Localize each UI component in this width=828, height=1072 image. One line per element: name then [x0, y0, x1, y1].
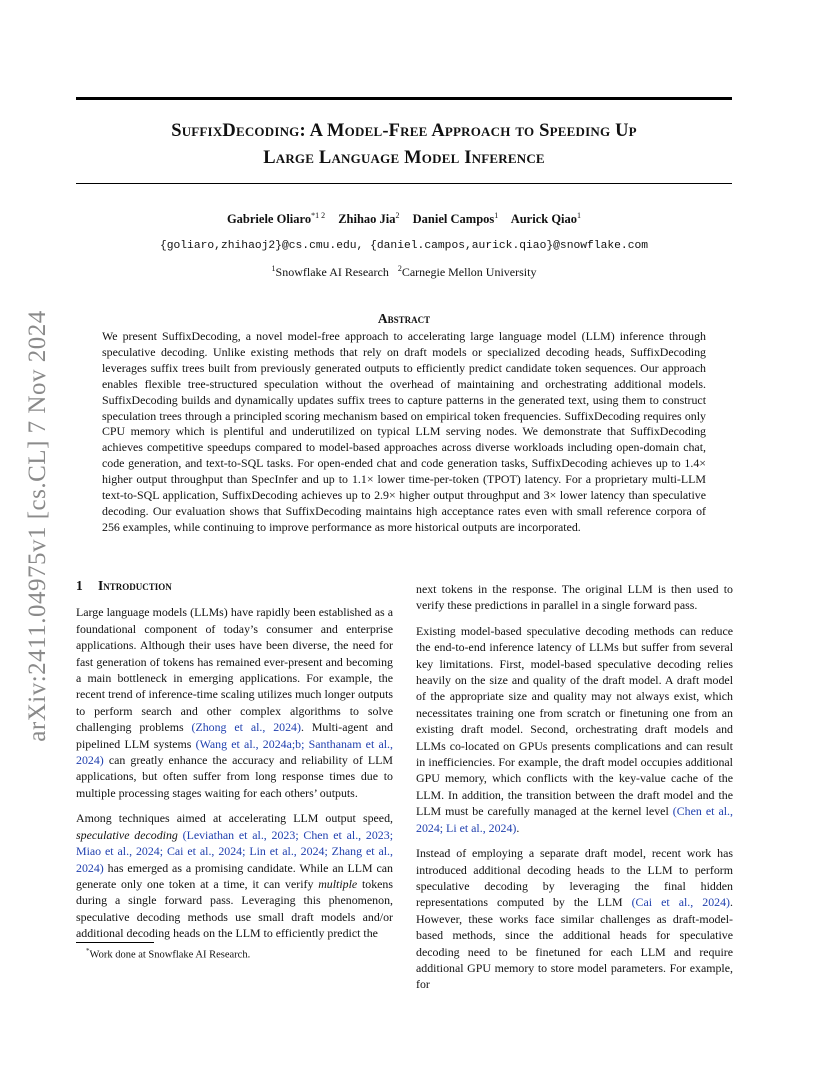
author-name: Gabriele Oliaro	[226, 212, 312, 227]
author-emails: {goliaro,zhihaoj2}@cs.cmu.edu, {daniel.campos,aurick.qiao}@snowflake.com	[159, 240, 649, 252]
citation-link[interactable]: (Leviathan et al., 2023; Chen et al., 2023; Miao et al., 2024; Cai et al., 2024; Lin et al., 2024; Zhang et al., 2024)	[76, 827, 393, 875]
emphasized-term: speculative decoding	[76, 827, 178, 842]
paragraph-text: has emerged as a promising candidate. While an LLM can generate only one token at a time, it can verify	[76, 860, 393, 891]
intro-paragraph-4	[416, 623, 733, 836]
paragraph-text: . Multi-agent and pipelined LLM systems	[76, 720, 393, 751]
section-number: 1	[76, 578, 83, 593]
title-line-2: Large Language Model Inference	[263, 148, 545, 168]
footnote-rule	[76, 942, 154, 943]
affiliation-mark: 1	[271, 264, 276, 273]
paragraph-text: . However, these works face similar challenges as draft-model-based methods, since the additional heads for speculative decoding need to be finetuned for each LLM and require additional GPU memory to store model parameters. For example, for	[416, 895, 733, 992]
paragraph-text: .	[516, 820, 520, 835]
right-column	[416, 581, 733, 1002]
citation-link[interactable]: (Cai et al., 2024)	[631, 895, 731, 910]
affiliation-mark: 2	[397, 264, 402, 273]
intro-paragraph-3: next tokens in the response. The original LLM is then used to verify these predictions in parallel in a single forward pass.	[416, 582, 733, 613]
title-line-1: SuffixDecoding: A Model-Free Approach to Speeding Up	[171, 121, 637, 141]
paper-title	[76, 118, 732, 172]
footnote-text: Work done at Snowflake AI Research.	[89, 949, 251, 961]
emphasized-term: multiple	[318, 876, 358, 891]
section-heading-introduction	[76, 578, 393, 594]
affiliations	[76, 264, 732, 280]
author-name: Zhihao Jia	[338, 212, 396, 227]
author-name: Aurick Qiao	[510, 212, 578, 227]
abstract-heading: Abstract	[377, 311, 431, 326]
intro-paragraph-2	[76, 810, 393, 941]
citation-link[interactable]: (Wang et al., 2024a;b; Santhanam et al., 2024)	[76, 736, 393, 768]
affiliation-name: Carnegie Mellon University	[401, 265, 537, 279]
intro-paragraph-5	[416, 845, 733, 993]
citation-link[interactable]: (Chen et al., 2024; Li et al., 2024)	[416, 804, 733, 835]
left-column	[76, 578, 393, 951]
footnote-mark: *	[86, 947, 90, 955]
paragraph-text: tokens during a single forward pass. Leveraging this phenomenon, speculative decoding methods use small draft models and/or additional decoding heads on the LLM to efficiently predict the	[76, 876, 393, 941]
affiliation-name: Snowflake AI Research	[275, 265, 389, 279]
author-list	[76, 211, 732, 227]
author-affiliation-mark: 1	[494, 211, 499, 220]
abstract-text: We present SuffixDecoding, a novel model-free approach to accelerating large language model (LLM) inference through speculative decoding. Unlike existing methods that rely on draft models or specialized decoding heads, SuffixDecoding leverages suffix trees built from previously generated outputs to efficiently predict candidate token sequences. Our approach enables flexible tree-structured speculation without the overhead of maintaining and orchestrating additional models. SuffixDecoding builds and dynamically updates suffix trees to capture patterns in the generated text, using them to construct speculation trees through a principled scoring mechanism based on empirical token frequencies. SuffixDecoding requires only CPU memory which is plentiful and underutilized on typical LLM serving nodes. We demonstrate that SuffixDecoding achieves competitive speedups compared to model-based approaches across diverse workloads including open-domain chat, code generation, and text-to-SQL tasks. For open-ended chat and code generation tasks, SuffixDecoding achieves up to 1.4× higher output throughput than SpecInfer and up to 1.1× lower time-per-token (TPOT) latency. For a proprietary multi-LLM text-to-SQL application, SuffixDecoding achieves up to 2.9× higher output throughput and 3× lower latency than speculative decoding. Our evaluation shows that SuffixDecoding maintains high acceptance rates even with small reference corpora of 256 examples, while continuing to improve performance as more historical outputs are incorporated.	[102, 329, 706, 534]
intro-paragraph-1	[76, 604, 393, 801]
author-affiliation-mark: 1	[577, 211, 582, 220]
paragraph-text: can greatly enhance the accuracy and reliability of LLM applications, but often suffer from long response times due to multiple processing stages waiting for each others’ outputs.	[76, 753, 393, 800]
author-affiliation-mark: 2	[395, 211, 400, 220]
footnote	[86, 947, 250, 961]
author-affiliation-mark: *1 2	[311, 211, 326, 220]
title-top-rule	[76, 97, 732, 100]
section-title: Introduction	[98, 578, 172, 593]
title-bottom-rule	[76, 183, 732, 184]
paragraph-text: Instead of employing a separate draft model, recent work has introduced additional decoding heads to the LLM to perform speculative decoding by leveraging the final hidden representations computed by the LLM	[416, 846, 733, 910]
citation-link[interactable]: (Zhong et al., 2024)	[191, 720, 301, 735]
paragraph-text: Among techniques aimed at accelerating LLM output speed,	[76, 811, 393, 826]
author-name: Daniel Campos	[412, 212, 495, 227]
arxiv-identifier-text: arXiv:2411.04975v1 [cs.CL] 7 Nov 2024	[24, 310, 51, 742]
paragraph-text: Existing model-based speculative decoding methods can reduce the end-to-end inference latency of LLMs but suffer from several key limitations. First, model-based speculative decoding relies heavily on the size and quality of the draft model. A draft model of the appropriate size and quality may not always exist, which necessitates training one from scratch or finetuning one from an existing draft model. Second, orchestrating draft models and LLMs co-located on GPUs presents complications and can result in inefficiencies. For example, the draft model occupies additional GPU memory, which conflicts with the key-value cache of the LLM. In addition, the transition between the draft model and the LLM must be carefully managed at the kernel level	[416, 623, 733, 819]
arxiv-identifier[interactable]	[24, 292, 52, 760]
paragraph-text: Large language models (LLMs) have rapidly been established as a foundational component of today’s consumer and enterprise applications. Although their uses have been diverse, the need for fast generation of tokens has remained ever-present and becoming a main bottleneck in emerging applications. For example, the recent trend of inference-time scaling utilizes much longer outputs to perform search and other complex algorithms to solve challenging problems	[76, 605, 393, 735]
